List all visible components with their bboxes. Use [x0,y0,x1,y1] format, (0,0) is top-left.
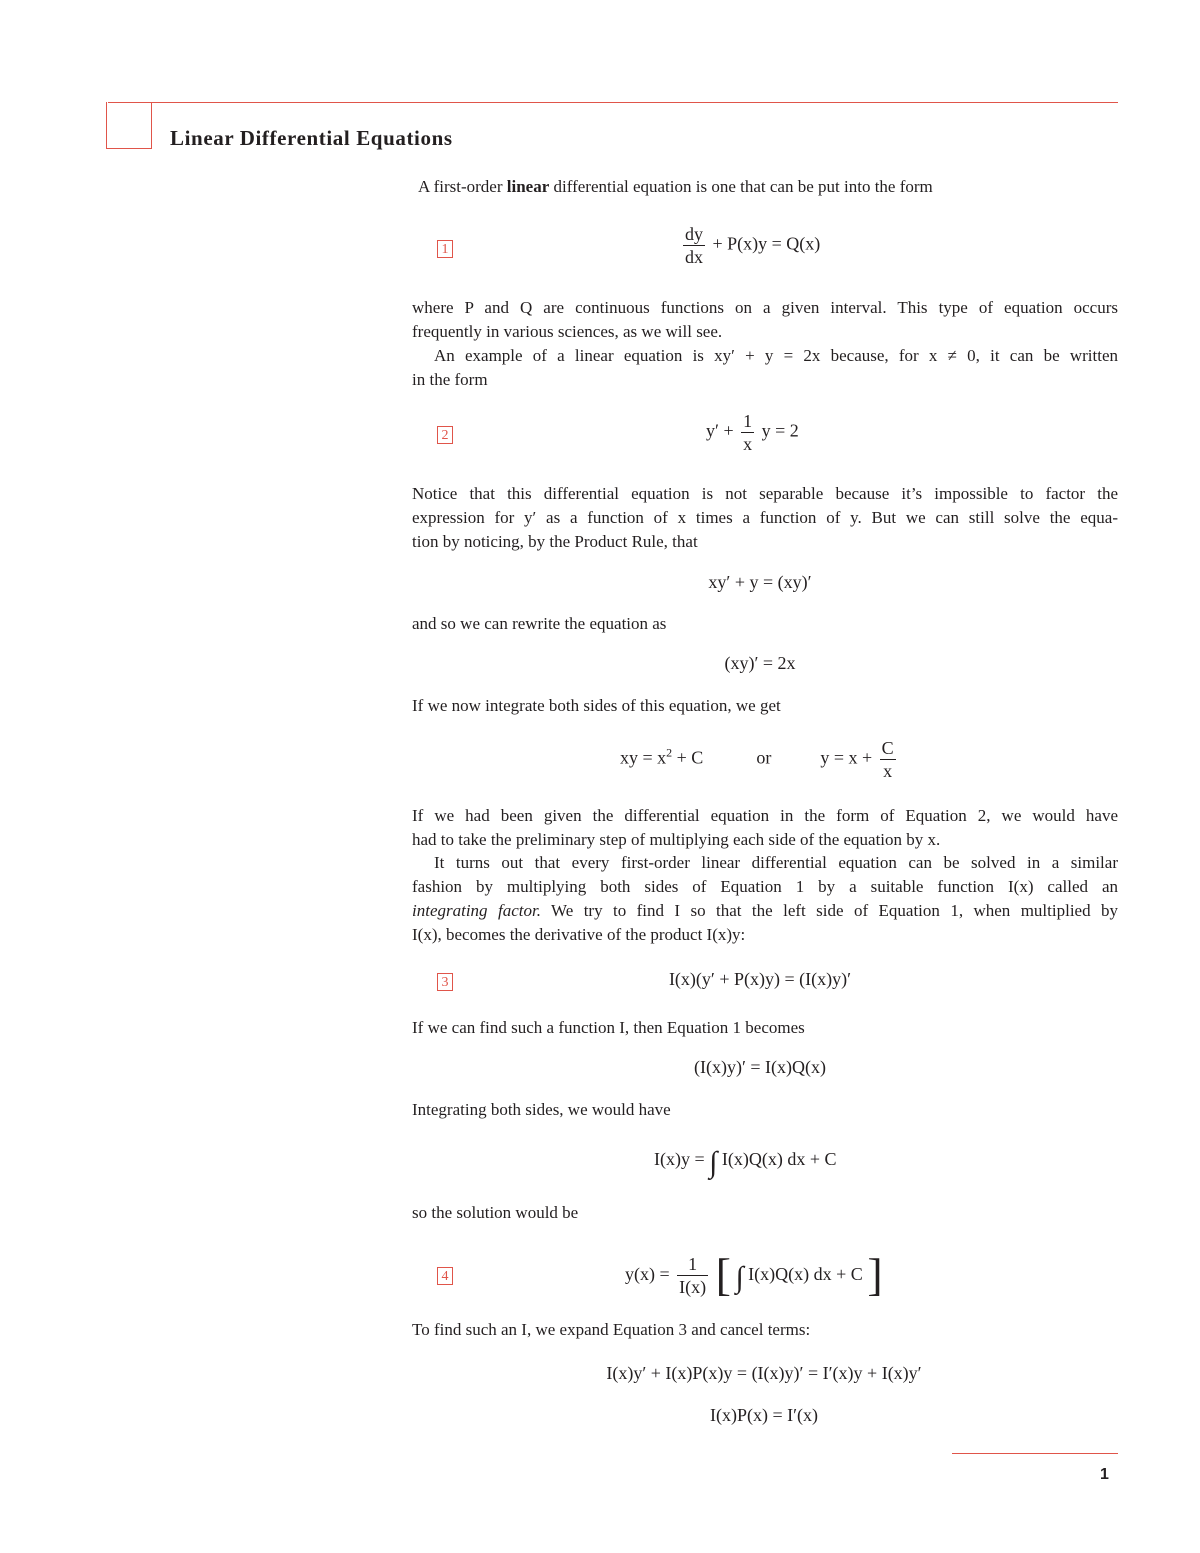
integrated-a: xy = x [620,747,667,768]
eq4-lhs: y(x) = [625,1264,670,1284]
paragraph-line-rest: We try to find I so that the left side of Equation 1, when multiplied by [540,901,1119,920]
paragraph-line: expression for y′ as a function of x times a function of y. But we can still solve the equa- [412,508,1118,527]
integrated-b: y = x + [820,747,873,768]
eq4-fraction [677,1253,708,1298]
intro-text-c: differential equation is one that can be put into the form [549,177,933,196]
paragraph-preliminary [412,804,1118,852]
eq4-right-bracket: ] [867,1249,883,1300]
equation-2 [706,410,799,455]
equation-number-3: 3 [437,973,453,991]
paragraph-integrating: Integrating both sides, we would have [412,1100,671,1119]
equation-expand-1: I(x)y′ + I(x)P(x)y = (I(x)y)′ = I′(x)y + I(x)y′ [606,1363,922,1383]
paragraph-line: I(x), becomes the derivative of the product I(x)y: [412,925,746,944]
integral-rhs: I(x)Q(x) dx + C [721,1149,837,1169]
equation-rewritten: (xy)′ = 2x [724,653,796,673]
paragraph-line: It turns out that every first-order linear differential equation can be solved in a similar [434,853,1118,872]
equation-product-rule: xy′ + y = (xy)′ [708,572,812,592]
paragraph-expand: To find such an I, we expand Equation 3 and cancel terms: [412,1320,811,1339]
paragraph-line: An example of a linear equation is xy′ + y = 2x because, for x ≠ 0, it can be written [434,346,1118,365]
paragraph-integrating-factor [412,851,1118,947]
header-rule [108,102,1118,103]
paragraph-notice [412,482,1118,554]
equation-number-2: 2 [437,426,453,444]
integral-sign: ∫ [709,1146,718,1179]
equation-3: I(x)(y′ + P(x)y) = (I(x)y)′ [668,969,852,989]
eq2-numerator: 1 [743,411,753,431]
paragraph-example [412,344,1118,392]
eq2-fraction [741,410,754,455]
paragraph-line: Notice that this differential equation is not separable because it’s impossible to factor the [412,484,1118,503]
paragraph-line: fashion by multiplying both sides of Equation 1 by a suitable function I(x) called an [412,877,1118,896]
equation-integrated [620,737,899,782]
integral-lhs: I(x)y = [654,1149,705,1169]
equation-number-4: 4 [437,1267,453,1285]
integrated-b-denominator: x [883,761,893,781]
paragraph-where [412,296,1118,344]
page-title: Linear Differential Equations [170,126,453,150]
integrated-b-fraction [880,737,896,782]
integrated-a-exponent: 2 [666,745,673,760]
eq2-lhs: y′ + [706,420,734,441]
header-corner-box [106,102,152,149]
paragraph-line [412,899,1118,923]
paragraph-becomes: If we can find such a function I, then Equation 1 becomes [412,1018,805,1037]
paragraph-line: If we had been given the differential equation in the form of Equation 2, we would have [412,806,1118,825]
integrating-factor-term: integrating factor. [412,901,541,920]
integrated-a-tail: + C [672,747,704,768]
page-number: 1 [1100,1466,1109,1483]
eq1-rest: + P(x)y = Q(x) [712,233,821,254]
integrated-b-numerator: C [881,738,894,758]
equation-1 [680,223,820,268]
paragraph-rewrite: and so we can rewrite the equation as [412,614,667,633]
eq4-denominator: I(x) [679,1277,707,1298]
paragraph-integrate: If we now integrate both sides of this equation, we get [412,696,781,715]
eq1-fraction [683,223,705,268]
eq4-integral-sign: ∫ [735,1261,744,1294]
eq2-rest: y = 2 [761,420,799,441]
eq4-inner: I(x)Q(x) dx + C [748,1264,863,1284]
paragraph-solution: so the solution would be [412,1203,579,1222]
eq4-left-bracket: [ [715,1249,731,1300]
equation-integral [654,1146,837,1180]
eq4-numerator: 1 [677,1253,708,1276]
equation-4 [625,1248,883,1301]
intro-text-a: A first-order [418,177,507,196]
paragraph-line: frequently in various sciences, as we will see. [412,322,723,341]
footer-rule [952,1453,1118,1454]
paragraph-line: tion by noticing, by the Product Rule, that [412,532,698,551]
paragraph-intro [418,175,933,199]
integrated-or: or [756,747,772,768]
eq2-denominator: x [743,434,753,454]
paragraph-line: had to take the preliminary step of multiplying each side of the equation by x. [412,830,941,849]
equation-after-3: (I(x)y)′ = I(x)Q(x) [693,1057,827,1077]
equation-expand-2: I(x)P(x) = I′(x) [709,1405,819,1425]
eq1-denominator: dx [685,247,703,267]
equation-number-1: 1 [437,240,453,258]
eq1-numerator: dy [685,224,703,244]
paragraph-line: where P and Q are continuous functions on a given interval. This type of equation occurs [412,298,1118,317]
paragraph-line: in the form [412,370,488,389]
intro-bold-linear: linear [506,177,550,196]
